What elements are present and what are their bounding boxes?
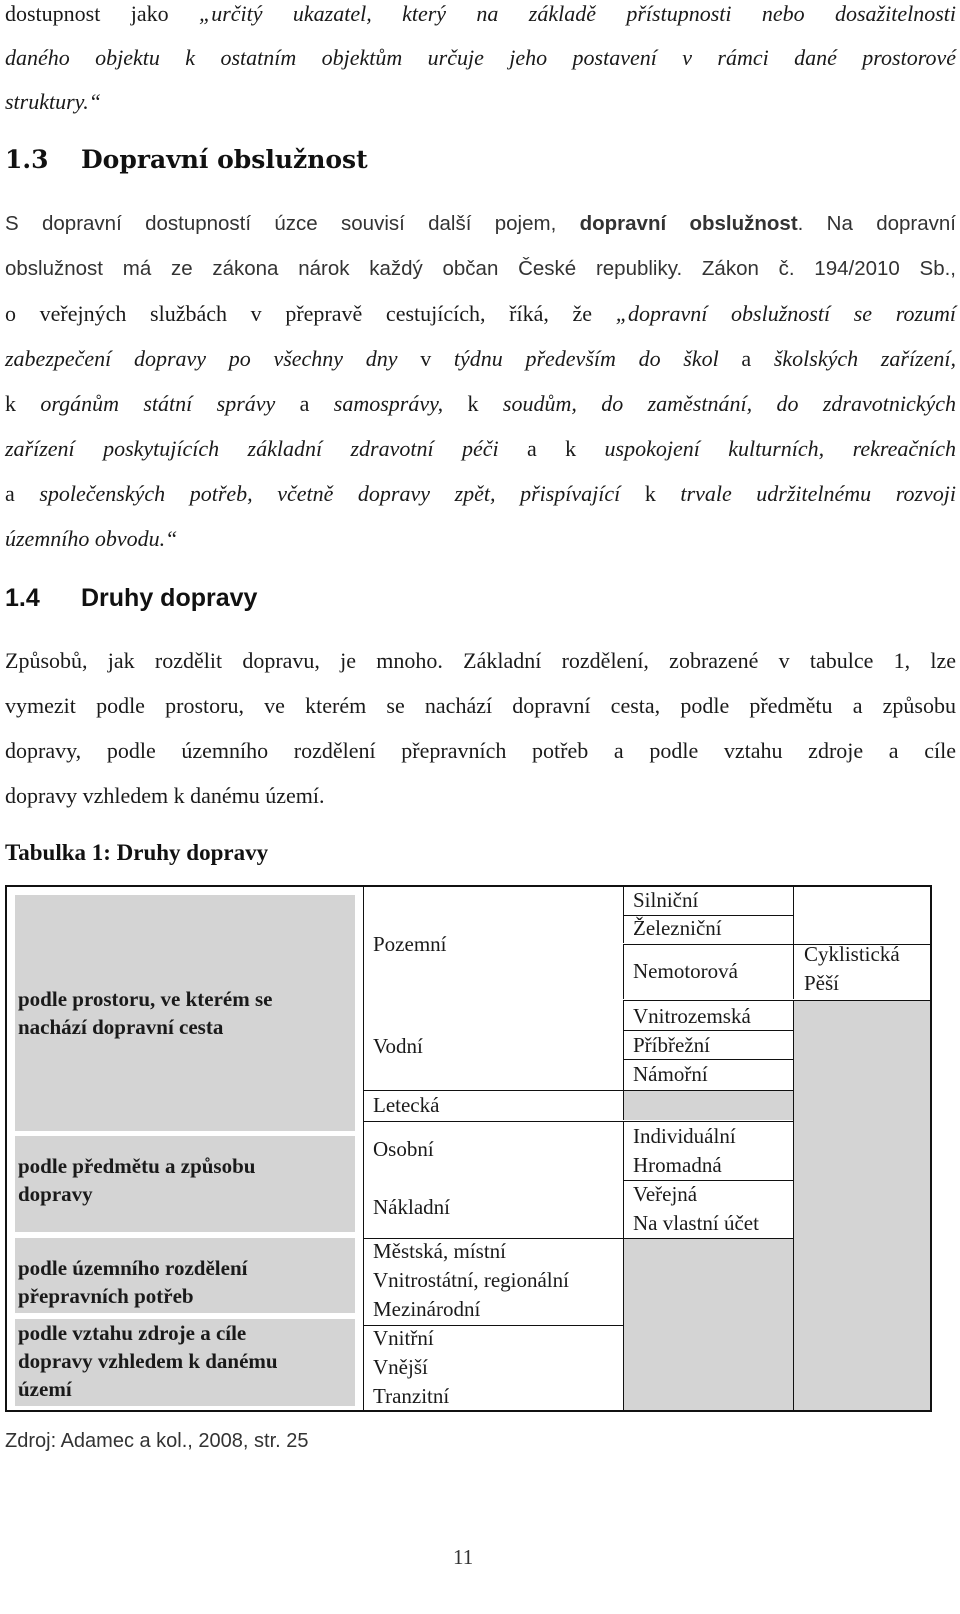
category-subject-line-1: podle předmětu a způsobu [18, 1154, 256, 1178]
cell-group-water [623, 1000, 793, 1090]
category-territorial-line-2: přepravních potřeb [18, 1284, 194, 1308]
cell-group-nonmotor [623, 944, 793, 999]
category-space-line-1: podle prostoru, ve kterém se [18, 987, 273, 1011]
table-cell-category-subject [15, 1136, 355, 1232]
cell-verejna: Veřejná [633, 1182, 698, 1206]
divider-col3-vnitrozemska [623, 1030, 793, 1031]
divider-col2-row-4 [363, 1325, 623, 1326]
category-territorial-line-1: podle územního rozdělení [18, 1256, 248, 1280]
cell-vnitrostatni: Vnitrostátní, regionální [373, 1268, 569, 1292]
cell-osobni: Osobní [373, 1137, 434, 1161]
divider-col3-hromadna [623, 1180, 793, 1181]
section-1-4-line-4: dopravy vzhledem k danému území. [5, 783, 325, 808]
cell-letecka: Letecká [373, 1093, 440, 1117]
cell-pozemni: Pozemní [373, 932, 447, 956]
cell-zeleznicni: Železniční [633, 916, 722, 940]
section-1-3-line-8: územního obvodu.“ [5, 526, 178, 551]
cell-empty-letecka [623, 1090, 793, 1120]
cell-empty-col4-top [793, 887, 930, 944]
table-cell-category-territorial [15, 1238, 355, 1313]
cell-namorni: Námořní [633, 1062, 708, 1086]
cell-hromadna: Hromadná [633, 1153, 722, 1177]
table-cell-category-space [15, 895, 355, 1131]
table-column-level-2 [363, 887, 623, 1410]
divider-col2-row-3 [363, 1238, 623, 1239]
category-source-line-2: dopravy vzhledem k danému [18, 1349, 278, 1373]
divider-col3-silnicni [623, 915, 793, 916]
category-space-line-2: nachází dopravní cesta [18, 1015, 224, 1039]
cell-vnitrni: Vnitřní [373, 1326, 434, 1350]
cell-pesi: Pěší [804, 971, 840, 995]
cell-nakladni: Nákladní [373, 1195, 450, 1219]
cell-vodni: Vodní [373, 1034, 423, 1058]
category-source-line-1: podle vztahu zdroje a cíle [18, 1321, 247, 1345]
section-heading-1-4: 1.4 Druhy dopravy [5, 584, 258, 612]
cell-vnitrozemska: Vnitrozemská [633, 1004, 751, 1028]
cell-empty-lower-col3 [623, 1238, 793, 1410]
cell-vnejsi: Vnější [373, 1355, 428, 1379]
divider-col2-row-2 [363, 1121, 623, 1122]
transport-types-table [5, 885, 932, 1412]
cell-empty-col4-lower [793, 1000, 930, 1410]
cell-cyklisticka: Cyklistická [804, 942, 900, 966]
cell-pribrezni: Příbřežní [633, 1033, 710, 1057]
table-cell-category-source-destination [15, 1319, 355, 1406]
cell-tranzitni: Tranzitní [373, 1384, 450, 1408]
divider-col2-row-1 [363, 1090, 623, 1091]
cell-group-cycle-walk [793, 944, 930, 999]
cell-individualni: Individuální [633, 1124, 736, 1148]
cell-mestska: Městská, místní [373, 1239, 507, 1263]
cell-mezinarodni: Mezinárodní [373, 1297, 481, 1321]
table-source: Zdroj: Adamec a kol., 2008, str. 25 [5, 1430, 309, 1452]
cell-na-vlastni-ucet: Na vlastní účet [633, 1211, 759, 1235]
cell-nemotorova: Nemotorová [633, 959, 738, 983]
section-heading-1-3: 1.3 Dopravní obslužnost [5, 145, 368, 174]
category-subject-line-2: dopravy [18, 1182, 93, 1206]
divider-col3-pribrezni [623, 1059, 793, 1060]
cell-silnicni: Silniční [633, 888, 699, 912]
table-caption: Tabulka 1: Druhy dopravy [5, 840, 269, 865]
page-number: 11 [453, 1545, 474, 1569]
category-source-line-3: území [18, 1377, 72, 1401]
intro-line-3: struktury.“ [5, 89, 101, 114]
